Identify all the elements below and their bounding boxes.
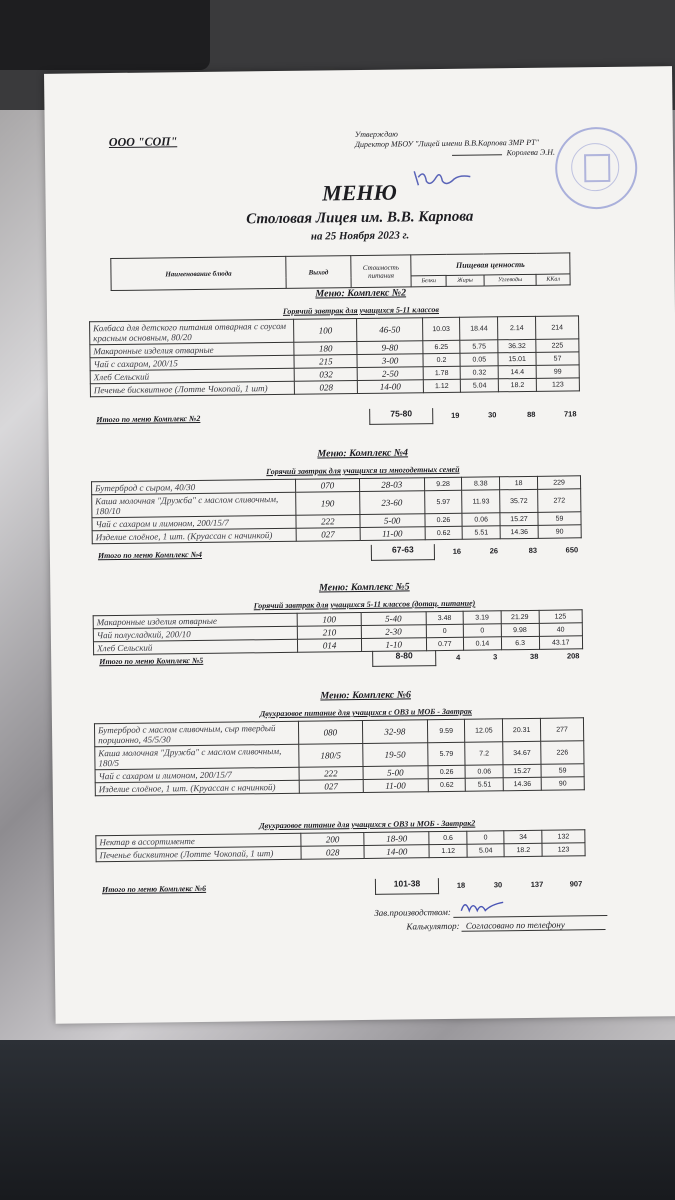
dish-proteins: 0 <box>426 624 464 637</box>
dish-proteins: 9.28 <box>424 477 462 490</box>
col-carbs: Углеводы <box>484 274 537 286</box>
dish-name: Изделие слоёное, 1 шт. (Круассан с начинкой) <box>95 780 299 795</box>
dish-cost: 3-00 <box>357 354 422 368</box>
calculator-row <box>406 919 605 932</box>
col-proteins: Белки <box>411 275 446 286</box>
menu-table <box>95 829 585 862</box>
dish-kcal: 277 <box>540 718 583 742</box>
dish-fats: 8.38 <box>462 477 500 490</box>
dish-carbs: 36.32 <box>498 339 536 352</box>
dish-fats: 11.93 <box>462 490 500 513</box>
total-cost: 101-38 <box>375 878 439 895</box>
dish-proteins: 1.12 <box>429 844 467 857</box>
page-subtitle: Столовая Лицея им. В.В. Карпова <box>246 208 474 228</box>
dish-fats: 18.44 <box>460 317 498 340</box>
manager-signature-row <box>374 897 607 919</box>
menu-table <box>93 609 583 655</box>
dish-proteins: 6.25 <box>422 340 460 353</box>
dish-fats: 7.2 <box>465 742 503 765</box>
manager-signature-icon <box>457 898 507 915</box>
dish-cost: 11-00 <box>360 527 425 541</box>
dish-output: 028 <box>301 845 364 859</box>
dish-cost: 18-90 <box>364 832 429 846</box>
menu-date: на 25 Ноября 2023 г. <box>310 229 410 243</box>
dish-fats: 5.04 <box>467 844 505 857</box>
dish-name: Чай с сахаром и лимоном, 200/15/7 <box>95 767 299 782</box>
dish-proteins: 0.77 <box>426 637 464 650</box>
approval-title: Утверждаю <box>354 129 398 140</box>
dish-cost: 32-98 <box>362 720 427 744</box>
menu-table <box>91 475 582 544</box>
dish-kcal: 57 <box>536 352 579 366</box>
page-title: МЕНЮ <box>322 179 397 206</box>
desk-bottom <box>0 1040 675 1200</box>
col-nutrition: Пищевая ценность <box>411 253 570 276</box>
dish-proteins: 0.62 <box>428 778 466 791</box>
menu-table <box>94 717 585 796</box>
total-proteins: 19 <box>450 410 460 420</box>
dish-kcal: 90 <box>538 525 581 539</box>
dish-proteins: 3.48 <box>426 611 464 624</box>
dish-carbs: 2.14 <box>498 316 536 339</box>
signature-underline <box>452 154 502 156</box>
dish-cost: 9-80 <box>357 341 422 355</box>
total-kcal: 907 <box>569 879 583 889</box>
dish-kcal: 272 <box>538 489 581 513</box>
laptop-corner <box>0 0 210 70</box>
dish-fats: 0.06 <box>462 513 500 526</box>
dish-fats: 0.32 <box>460 366 498 379</box>
dish-proteins: 10.03 <box>422 317 460 340</box>
calculator-label: Калькулятор: <box>406 920 460 932</box>
total-label: Итого по меню Комплекс №4 <box>97 549 203 561</box>
dish-output: 100 <box>294 319 358 343</box>
dish-carbs: 15.27 <box>500 512 538 525</box>
dish-fats: 3.19 <box>463 611 501 624</box>
dish-output: 180 <box>294 342 357 356</box>
dish-cost: 2-30 <box>361 625 426 639</box>
dish-cost: 5-00 <box>359 514 424 528</box>
dish-fats: 5.04 <box>461 379 499 392</box>
dish-name: Чай с сахаром и лимоном, 200/15/7 <box>92 515 296 530</box>
dish-output: 100 <box>298 613 361 627</box>
column-header <box>110 252 570 291</box>
total-fats: 30 <box>493 880 503 890</box>
dish-proteins: 5.97 <box>424 490 462 513</box>
section-title: Меню: Комплекс №6 <box>320 689 412 702</box>
dish-kcal: 43.17 <box>539 636 583 650</box>
dish-carbs: 18.2 <box>504 843 542 856</box>
col-output: Выход <box>286 256 351 289</box>
total-fats: 30 <box>487 410 497 420</box>
dish-cost: 1-10 <box>361 638 426 652</box>
dish-carbs: 14.4 <box>498 365 536 378</box>
total-kcal: 208 <box>566 651 580 661</box>
meal-title: Горячий завтрак для учащихся 5-11 классов (дотац. питание) <box>253 598 476 611</box>
dish-carbs: 6.3 <box>501 636 539 649</box>
meal-title: Двухразовое питание для учащихся с ОВЗ и МОБ - Завтрак <box>259 706 472 719</box>
dish-name: Макаронные изделия отварные <box>90 342 294 357</box>
total-fats: 26 <box>489 546 499 556</box>
dish-cost: 23-60 <box>359 491 424 515</box>
dish-fats: 0.14 <box>464 637 502 650</box>
dish-proteins: 0.2 <box>422 353 460 366</box>
dish-name: Чай полусладкий, 200/10 <box>93 626 298 641</box>
dish-cost: 19-50 <box>362 743 427 767</box>
dish-proteins: 0.26 <box>425 513 463 526</box>
dish-name: Каша молочная "Дружба" с маслом сливочным, 180/5 <box>95 744 299 769</box>
meal-title: Горячий завтрак для учащихся 5-11 классов <box>282 305 440 316</box>
dish-output: 027 <box>299 779 363 793</box>
dish-proteins: 1.78 <box>423 366 461 379</box>
dish-fats: 0.06 <box>465 765 503 778</box>
dish-name: Нектар в ассортименте <box>96 833 301 849</box>
total-cost: 67-63 <box>371 544 435 561</box>
dish-output: 222 <box>299 766 363 780</box>
dish-carbs: 34 <box>504 830 542 843</box>
dish-carbs: 21.29 <box>501 610 539 623</box>
dish-kcal: 132 <box>542 830 585 844</box>
dish-kcal: 123 <box>542 843 585 857</box>
dish-cost: 11-00 <box>363 779 428 793</box>
dish-output: 190 <box>296 492 360 516</box>
total-label: Итого по меню Комплекс №6 <box>101 883 207 895</box>
dish-carbs: 20.31 <box>503 718 541 741</box>
total-proteins: 18 <box>456 880 466 890</box>
total-fats: 3 <box>493 652 498 662</box>
dish-name: Печенье бисквитное (Лотте Чокопай, 1 шт) <box>90 381 294 396</box>
dish-kcal: 214 <box>536 316 579 340</box>
dish-output: 080 <box>298 720 362 744</box>
total-proteins: 4 <box>456 652 461 662</box>
dish-cost: 28-03 <box>359 478 424 492</box>
total-kcal: 718 <box>563 409 577 419</box>
dish-output: 210 <box>298 626 361 640</box>
dish-output: 180/5 <box>299 743 363 767</box>
dish-cost: 5-00 <box>363 766 428 780</box>
approval-name: Королева Э.Н. <box>506 147 556 158</box>
total-carbs: 38 <box>529 651 539 661</box>
dish-carbs: 18 <box>500 476 538 489</box>
total-proteins: 16 <box>452 546 462 556</box>
dish-fats: 5.51 <box>465 778 503 791</box>
dish-output: 200 <box>301 832 364 846</box>
dish-fats: 0 <box>463 624 501 637</box>
dish-name: Бутерброд с сыром, 40/30 <box>92 479 296 494</box>
dish-name: Печенье бисквитное (Лотте Чокопай, 1 шт) <box>96 846 301 862</box>
dish-kcal: 59 <box>538 512 581 526</box>
dish-kcal: 99 <box>536 365 579 379</box>
dish-carbs: 9.98 <box>501 623 539 636</box>
dish-output: 215 <box>294 355 357 369</box>
dish-proteins: 0.26 <box>428 765 466 778</box>
dish-carbs: 35.72 <box>500 489 538 512</box>
total-carbs: 83 <box>528 545 538 555</box>
dish-carbs: 15.01 <box>498 352 536 365</box>
total-label: Итого по меню Комплекс №5 <box>99 655 204 667</box>
col-fats: Жиры <box>446 275 483 286</box>
meal-title: Горячий завтрак для учащихся из многодетных семей <box>266 464 460 477</box>
dish-output: 032 <box>294 368 357 382</box>
dish-kcal: 125 <box>539 610 583 624</box>
dish-kcal: 226 <box>541 741 584 765</box>
organization-name: ООО "СОП" <box>108 134 178 150</box>
dish-carbs: 14.36 <box>500 525 538 538</box>
dish-cost: 46-50 <box>357 318 422 342</box>
approval-body: Директор МБОУ "Лицей имени В.В.Карпова ЗМР РТ" <box>354 137 539 150</box>
dish-cost: 5-40 <box>361 612 426 626</box>
dish-fats: 12.05 <box>465 719 503 742</box>
dish-output: 222 <box>296 515 360 529</box>
dish-kcal: 40 <box>539 623 583 637</box>
dish-kcal: 225 <box>536 339 579 353</box>
section-title: Меню: Комплекс №2 <box>315 287 407 300</box>
dish-proteins: 1.12 <box>423 379 461 392</box>
dish-carbs: 18.2 <box>498 378 536 391</box>
dish-carbs: 34.67 <box>503 741 541 764</box>
total-cost: 75-80 <box>369 408 433 425</box>
dish-kcal: 90 <box>541 777 584 791</box>
dish-proteins: 0.6 <box>429 831 467 844</box>
dish-cost: 14-00 <box>364 845 429 859</box>
dish-kcal: 59 <box>541 764 584 778</box>
dish-kcal: 123 <box>536 378 579 392</box>
total-carbs: 137 <box>530 879 544 889</box>
manager-signature-field <box>453 897 607 918</box>
col-name: Наименование блюда <box>111 256 286 290</box>
dish-name: Изделие слоёное, 1 шт. (Круассан с начинкой) <box>92 528 296 543</box>
dish-output: 028 <box>294 381 357 395</box>
dish-fats: 5.75 <box>460 340 498 353</box>
dish-proteins: 9.59 <box>427 719 465 742</box>
total-carbs: 88 <box>526 409 536 419</box>
dish-output: 070 <box>296 479 360 493</box>
section-title: Меню: Комплекс №5 <box>318 581 410 594</box>
col-kcal: ККал <box>536 274 570 285</box>
dish-fats: 0.05 <box>460 353 498 366</box>
total-label: Итого по меню Комплекс №2 <box>96 413 201 425</box>
total-kcal: 650 <box>565 545 579 555</box>
dish-output: 014 <box>298 639 361 653</box>
dish-fats: 0 <box>467 831 505 844</box>
dish-name: Хлеб Сельский <box>90 368 294 383</box>
dish-output: 027 <box>296 528 360 542</box>
menu-table <box>89 315 580 397</box>
dish-cost: 14-00 <box>358 380 423 394</box>
dish-carbs: 14.36 <box>503 777 541 790</box>
dish-name: Хлеб Сельский <box>93 639 298 654</box>
dish-name: Каша молочная "Дружба" с маслом сливочным, 180/10 <box>92 492 296 517</box>
total-cost: 8-80 <box>372 650 436 667</box>
menu-document <box>44 66 675 1024</box>
dish-proteins: 0.62 <box>425 526 463 539</box>
col-cost: Стоимость питания <box>351 255 411 288</box>
dish-name: Колбаса для детского питания отварная с соусом красным основным, 80/20 <box>90 319 294 344</box>
dish-kcal: 229 <box>537 476 580 490</box>
manager-label: Зав.производством: <box>374 906 451 918</box>
dish-fats: 5.51 <box>462 526 500 539</box>
dish-cost: 2-50 <box>358 367 423 381</box>
meal-title: Двухразовое питание для учащихся с ОВЗ и МОБ - Завтрак2 <box>259 818 476 831</box>
dish-carbs: 15.27 <box>503 764 541 777</box>
dish-name: Чай с сахаром, 200/15 <box>90 355 294 370</box>
section-title: Меню: Комплекс №4 <box>317 447 409 460</box>
calculator-value: Согласовано по телефону <box>462 919 606 932</box>
dish-proteins: 5.79 <box>428 742 466 765</box>
approval-block <box>355 127 585 160</box>
dish-name: Макаронные изделия отварные <box>93 613 298 628</box>
dish-name: Бутерброд с маслом сливочным, сыр твердый порционно, 45/5/30 <box>94 721 298 746</box>
